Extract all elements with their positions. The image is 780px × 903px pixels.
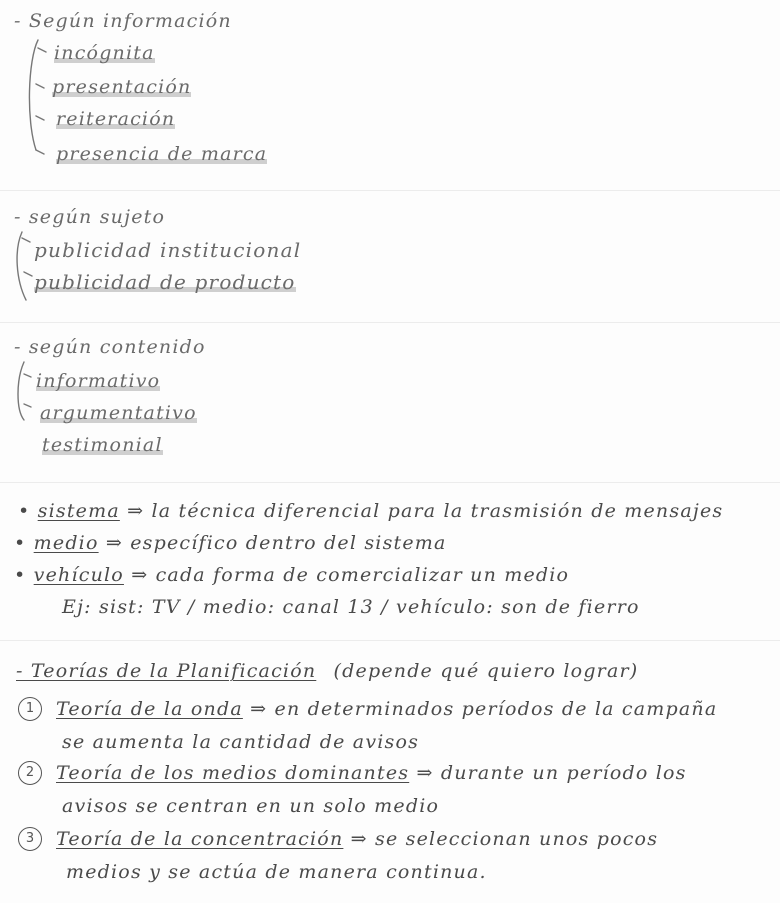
ruled-line xyxy=(0,190,780,191)
item-argumentativo: argumentativo xyxy=(40,402,197,424)
teoria-3-line2: medios y se actúa de manera continua. xyxy=(66,861,487,883)
item-presencia-de-marca: presencia de marca xyxy=(56,143,268,165)
teoria-3-line1 xyxy=(56,830,658,849)
teoria-1-desc: en determinados períodos de la campaña xyxy=(274,698,718,720)
item-publicidad-de-producto: publicidad de producto xyxy=(34,270,296,294)
number-circle-1: 1 xyxy=(18,697,42,721)
teoria-2-line2: avisos se centran en un solo medio xyxy=(62,795,440,817)
item-incognita: incógnita xyxy=(54,42,155,64)
section-title-contenido: - según contenido xyxy=(14,336,206,358)
arrow-icon: ⇒ xyxy=(250,698,268,720)
item-reiteracion: reiteración xyxy=(56,108,176,130)
arrow-icon: ⇒ xyxy=(416,762,434,784)
definition-text: específico dentro del sistema xyxy=(130,532,447,554)
teorias-title: - Teorías de la Planificación xyxy=(16,660,317,682)
teorias-note: (depende qué quiero lograr) xyxy=(333,660,639,682)
definition-text: cada forma de comercializar un medio xyxy=(155,564,570,586)
section-title-sujeto: - según sujeto xyxy=(14,206,166,228)
teoria-2-line1 xyxy=(56,764,687,783)
example-line: Ej: sist: TV / medio: canal 13 / vehículo: son de fierro xyxy=(62,596,640,618)
teoria-3-desc: se seleccionan unos pocos xyxy=(375,828,659,850)
teoria-1-line2: se aumenta la cantidad de avisos xyxy=(62,731,420,753)
definition-vehiculo: • vehículo ⇒ cada forma de comercializar un medio xyxy=(14,564,570,586)
teoria-2-name: Teoría de los medios dominantes xyxy=(56,762,410,784)
teoria-1-name: Teoría de la onda xyxy=(56,698,243,720)
item-testimonial: testimonial xyxy=(42,434,163,456)
definition-sistema: • sistema ⇒ la técnica diferencial para la trasmisión de mensajes xyxy=(18,500,724,522)
ruled-line xyxy=(0,640,780,641)
ruled-line xyxy=(0,482,780,483)
item-presentacion: presentación xyxy=(52,76,192,98)
term-vehiculo: vehículo xyxy=(33,564,124,586)
arrow-icon: ⇒ xyxy=(131,564,149,586)
section-title-informacion: - Según información xyxy=(14,10,232,32)
definition-medio: • medio ⇒ específico dentro del sistema xyxy=(14,532,447,554)
term-medio: medio xyxy=(33,532,99,554)
number-circle-2: 2 xyxy=(18,761,42,785)
item-informativo: informativo xyxy=(36,370,161,392)
item-publicidad-institucional: publicidad institucional xyxy=(34,238,302,262)
ruled-line xyxy=(0,322,780,323)
teorias-heading xyxy=(16,662,638,681)
arrow-icon: ⇒ xyxy=(350,828,368,850)
arrow-icon: ⇒ xyxy=(105,532,123,554)
number-circle-3: 3 xyxy=(18,827,42,851)
definition-text: la técnica diferencial para la trasmisión de mensajes xyxy=(151,500,724,522)
teoria-1-line1 xyxy=(56,700,717,719)
teoria-2-desc: durante un período los xyxy=(440,762,687,784)
teoria-3-name: Teoría de la concentración xyxy=(56,828,344,850)
arrow-icon: ⇒ xyxy=(127,500,145,522)
term-sistema: sistema xyxy=(37,500,120,522)
